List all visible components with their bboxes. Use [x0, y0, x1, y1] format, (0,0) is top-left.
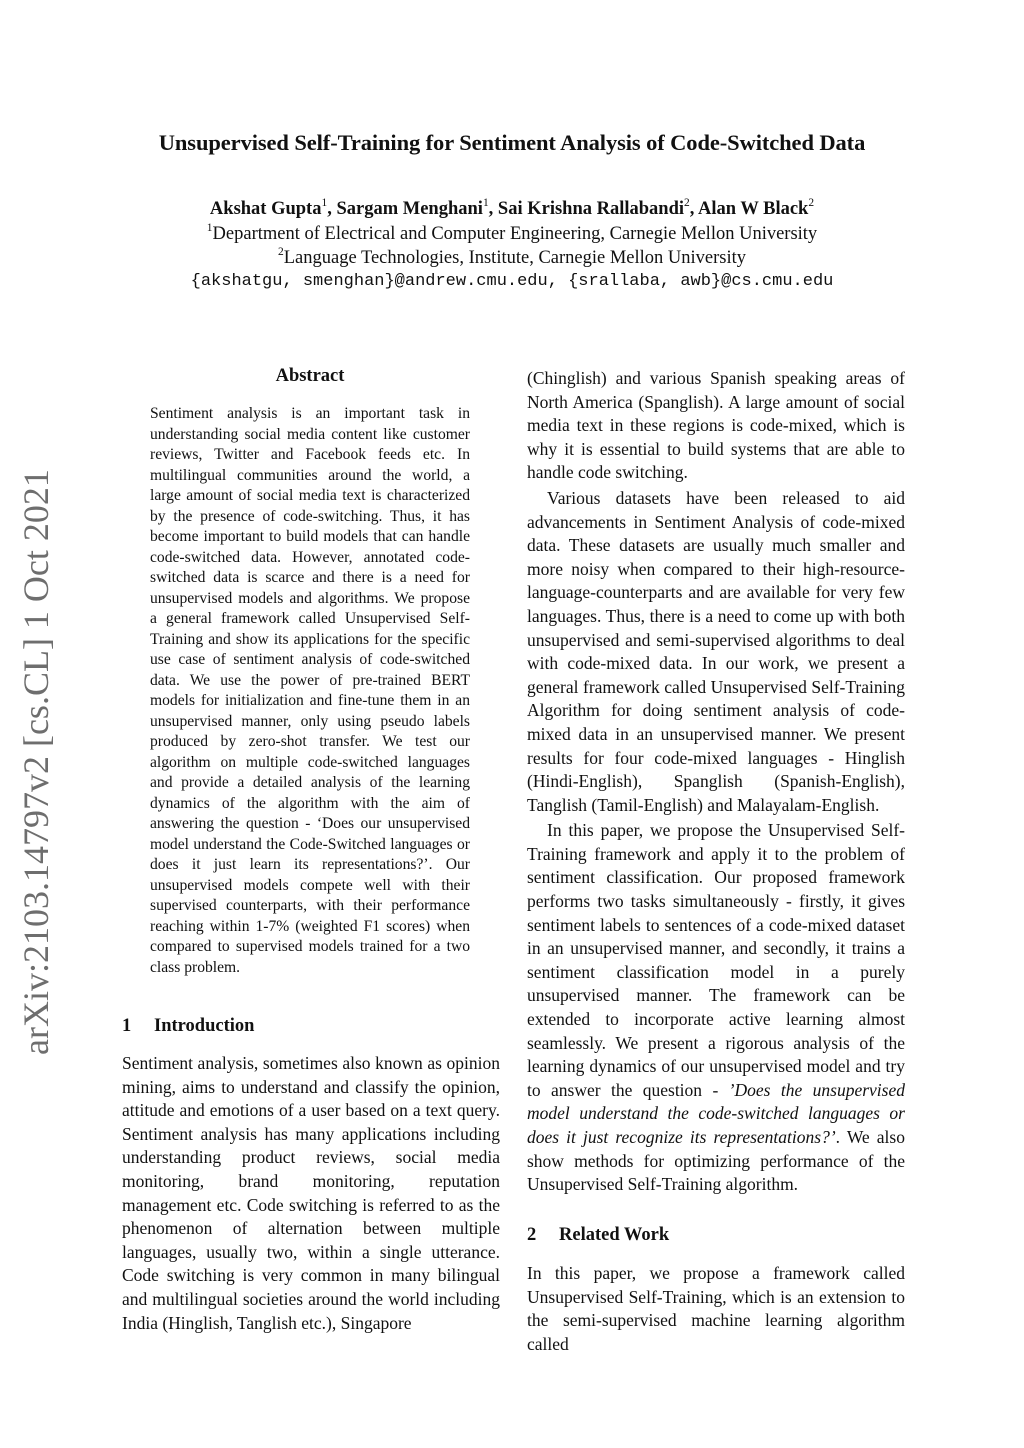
intro-paragraph-1: Sentiment analysis, sometimes also known as opinion mining, aims to understand and classify the opinion, attitude and emotions of a user based on a text query. Sentiment analysis has many applications including understanding product reviews, social media monitoring, brand monitoring, reputation management etc. Code switching is referred to as the phenomenon of alternation between multiple languages, usually two, within a single utterance. Code switching is very common in many bilingual and multilingual societies around the world including India (Hinglish, Tanglish etc.), Singapore [122, 1053, 500, 1333]
research-question-quote: ’Does the unsupervised model understand the code-switched languages or does it just recognize its representations?’ [527, 1079, 905, 1147]
affiliation-mark: 1 [206, 221, 213, 234]
intro-paragraph-1-continued: (Chinglish) and various Spanish speaking areas of North America (Spanglish). A large amount of social media text in these regions is code-mixed, which is why it is essential to build systems that are able to handle code switching. [527, 368, 905, 483]
author-separator: , [488, 199, 498, 220]
related-paragraph-1: In this paper, we propose a framework called Unsupervised Self-Training, which is an extension to the semi-supervised machine learning algorithm called [527, 1263, 905, 1354]
author: Sai Krishna Rallabandi [497, 199, 685, 220]
author-affiliation-mark: 2 [684, 196, 690, 209]
intro-paragraph-2: Various datasets have been released to aid advancements in Sentiment Analysis of code-mixed data. These datasets are usually much smaller and more noisy when compared to their high-resource-language-counterparts and are available for very few languages. Thus, there is a need to come up with both unsupervised and semi-supervised algorithms to deal with code-mixed data. In our work, we present a general framework called Unsupervised Self-Training Algorithm for doing sentiment analysis of code-mixed data in an unsupervised manner. We present results for four code-mixed languages - Hinglish (Hindi-English), Spanglish (Spanish-English), Tanglish (Tamil-English) and Malayalam-English. [527, 487, 905, 815]
arxiv-stamp: arXiv:2103.14797v2 [cs.CL] 1 Oct 2021 [16, 469, 56, 1055]
author: Sargam Menghani [336, 199, 483, 220]
affiliation-2 [0, 247, 1024, 269]
author-affiliation-mark: 1 [321, 196, 328, 209]
affiliation-text: Department of Electrical and Computer Engineering, Carnegie Mellon University [212, 224, 818, 245]
section-title: Introduction [154, 1016, 255, 1036]
author: Akshat Gupta [209, 199, 322, 220]
abstract-heading: Abstract [275, 366, 345, 386]
intro-paragraph-3-start: In this paper, we propose the Unsupervised Self-Training framework and apply it to the problem of sentiment classification. Our proposed framework performs two tasks simultaneously - firstly, it gives sentiment labels to sentences of a code-mixed dataset in an unsupervised manner, and secondly, it trains a sentiment classification model in a purely unsupervised manner. The framework can be extended to incorporate active learning almost seamlessly. We present a rigorous analysis of the learning dynamics of our unsupervised model and try to answer the question - [527, 820, 905, 1100]
section-heading-introduction [122, 1016, 254, 1037]
author-affiliation-mark: 1 [482, 196, 489, 209]
intro-left-column [122, 1052, 500, 1335]
author-emails: {akshatgu, smenghan}@andrew.cmu.edu, {srallaba, awb}@cs.cmu.edu [190, 272, 834, 291]
author-list [0, 198, 1024, 220]
section-number: 1 [122, 1016, 132, 1036]
affiliation-1 [0, 223, 1024, 245]
author-separator: , [689, 199, 698, 220]
section-number: 2 [527, 1225, 537, 1245]
related-work-column [527, 1262, 905, 1356]
section-heading-related-work [527, 1225, 669, 1246]
author-separator: , [327, 199, 337, 220]
affiliation-text: Language Technologies, Institute, Carnegie Mellon University [283, 248, 747, 269]
intro-paragraph-3-end: . We also show methods for optimizing performance of the Unsupervised Self-Training algorithm. [527, 1127, 905, 1195]
section-title: Related Work [559, 1225, 670, 1245]
affiliation-mark: 2 [277, 245, 284, 258]
author-affiliation-mark: 2 [808, 196, 815, 209]
intro-paragraph-3 [527, 819, 905, 1197]
intro-right-column [527, 367, 905, 1197]
author: Alan W Black [697, 199, 809, 220]
abstract-text: Sentiment analysis is an important task in understanding social media content like customer reviews, Twitter and Facebook feeds etc. In multilingual communities around the world, a large amount of social media text is characterized by the presence of code-switching. Thus, it has become important to build models that can handle code-switched data. However, annotated code-switched data is scarce and there is a need for unsupervised models and algorithms. We propose a general framework called Unsupervised Self-Training and show its applications for the specific use case of sentiment analysis of code-switched data. We use the power of pre-trained BERT models for initialization and fine-tune them in an unsupervised manner, only using pseudo labels produced by zero-shot transfer. We test our algorithm on multiple code-switched languages and provide a detailed analysis of the learning dynamics of the algorithm with the aim of answering the question - ‘Does our unsupervised model understand the Code-Switched languages or does it just learn its representations?’. Our unsupervised models compete well with their supervised counterparts, with their performance reaching within 1-7% (weighted F1 scores) when compared to supervised models trained for a two class problem. [150, 405, 470, 976]
paper-title: Unsupervised Self-Training for Sentiment Analysis of Code-Switched Data [158, 130, 866, 155]
